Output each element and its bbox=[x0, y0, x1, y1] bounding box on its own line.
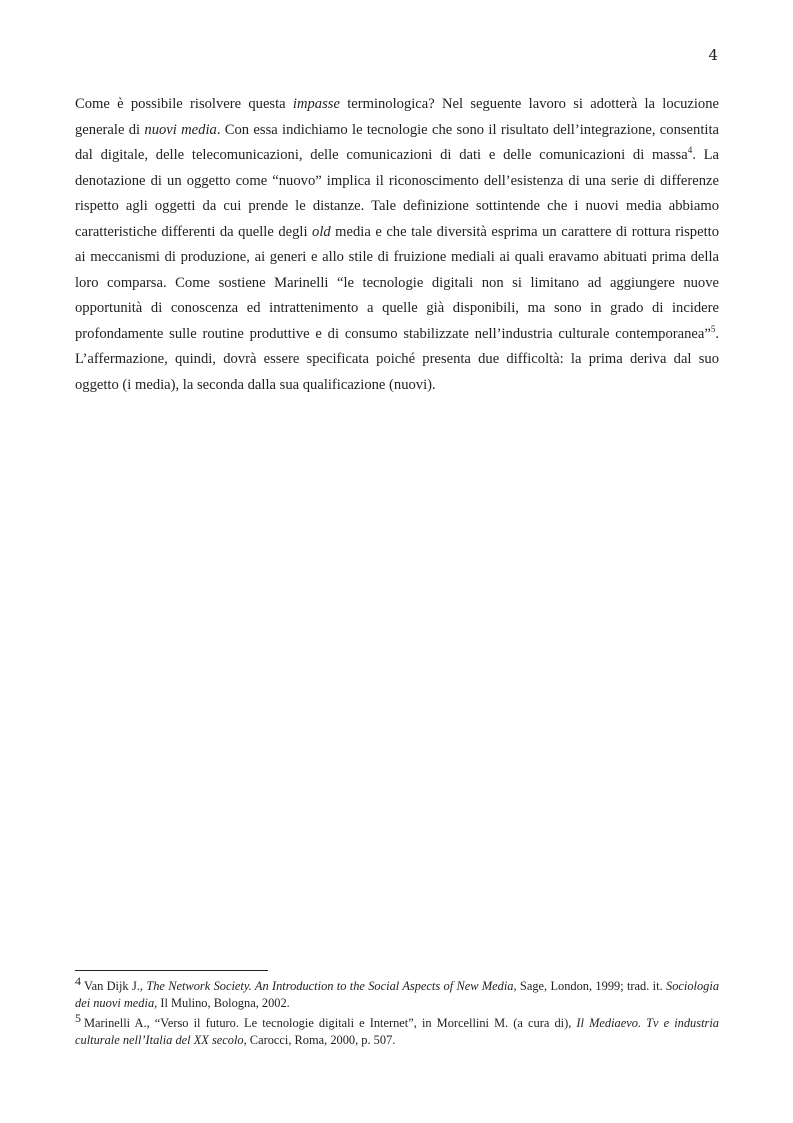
italic-term: nuovi media bbox=[144, 121, 217, 138]
body-paragraph bbox=[75, 92, 719, 398]
footnote-number: 5 bbox=[75, 1010, 81, 1025]
italic-term: impasse bbox=[292, 96, 340, 112]
text-run: , Sage, London, 1999; trad. it. bbox=[513, 979, 667, 993]
italic-title: Sociologia dei nuovi media bbox=[75, 979, 720, 1010]
text-run: , Il Mulino, Bologna, 2002. bbox=[154, 996, 290, 1010]
footnote-number: 4 bbox=[75, 973, 81, 988]
italic-title: Il Mediaevo. Tv e industria culturale nell’Italia del XX secolo bbox=[75, 1016, 719, 1047]
footnote-ref[interactable]: 4 bbox=[687, 145, 693, 156]
text-run: . La denotazione di un oggetto come “nuovo” implica il riconoscimento dell’esistenza di una serie di differenze rispetto agli oggetti da cui prende le distanze. Tale definizione sottintende che i nuovi media abbiamo caratteristiche differenti da quelle degli bbox=[75, 147, 719, 240]
text-run: Marinelli A., “Verso il futuro. Le tecnologie digitali e Internet”, in Morcellini M. (a cura di), bbox=[84, 1016, 577, 1030]
footnote-ref[interactable]: 5 bbox=[710, 323, 716, 334]
footnote bbox=[75, 973, 720, 1012]
text-run: . Con essa indichiamo le tecnologie che sono il risultato dell’integrazione, consentita dal digitale, delle telecomunicazioni, delle comunicazioni di dati e delle comunicazioni di massa bbox=[75, 121, 719, 163]
page-number: 4 bbox=[708, 46, 718, 64]
italic-term: old bbox=[312, 223, 331, 240]
text-run: terminologica? Nel seguente lavoro si adotterà la locuzione generale di bbox=[75, 96, 719, 138]
text-run: , Carocci, Roma, 2000, p. 507. bbox=[243, 1033, 396, 1047]
text-run: Come è possibile risolvere questa bbox=[75, 96, 293, 112]
footnote bbox=[75, 1010, 719, 1049]
footnote-separator bbox=[75, 970, 268, 971]
text-run: media e che tale diversità esprima un carattere di rottura rispetto ai meccanismi di produzione, ai generi e allo stile di fruizione mediali ai quali eravamo abituati prima della loro comparsa. Come sostiene Marinelli “le tecnologie digitali non si limitano ad aggiungere nuove opportunità di conoscenza ed intrattenimento a quelle già disponibili, ma sono in grado di incidere profondamente sulle routine produttive e di consumo stabilizzate nell’industria culturale contemporanea” bbox=[75, 223, 719, 342]
text-run: . L’affermazione, quindi, dovrà essere specificata poiché presenta due difficoltà: la prima deriva dal suo oggetto (i media), la seconda dalla sua qualificazione (nuovi). bbox=[75, 325, 719, 393]
text-run: Van Dijk J., bbox=[84, 979, 147, 993]
footnotes bbox=[75, 973, 720, 1052]
italic-title: The Network Society. An Introduction to the Social Aspects of New Media bbox=[146, 979, 514, 993]
